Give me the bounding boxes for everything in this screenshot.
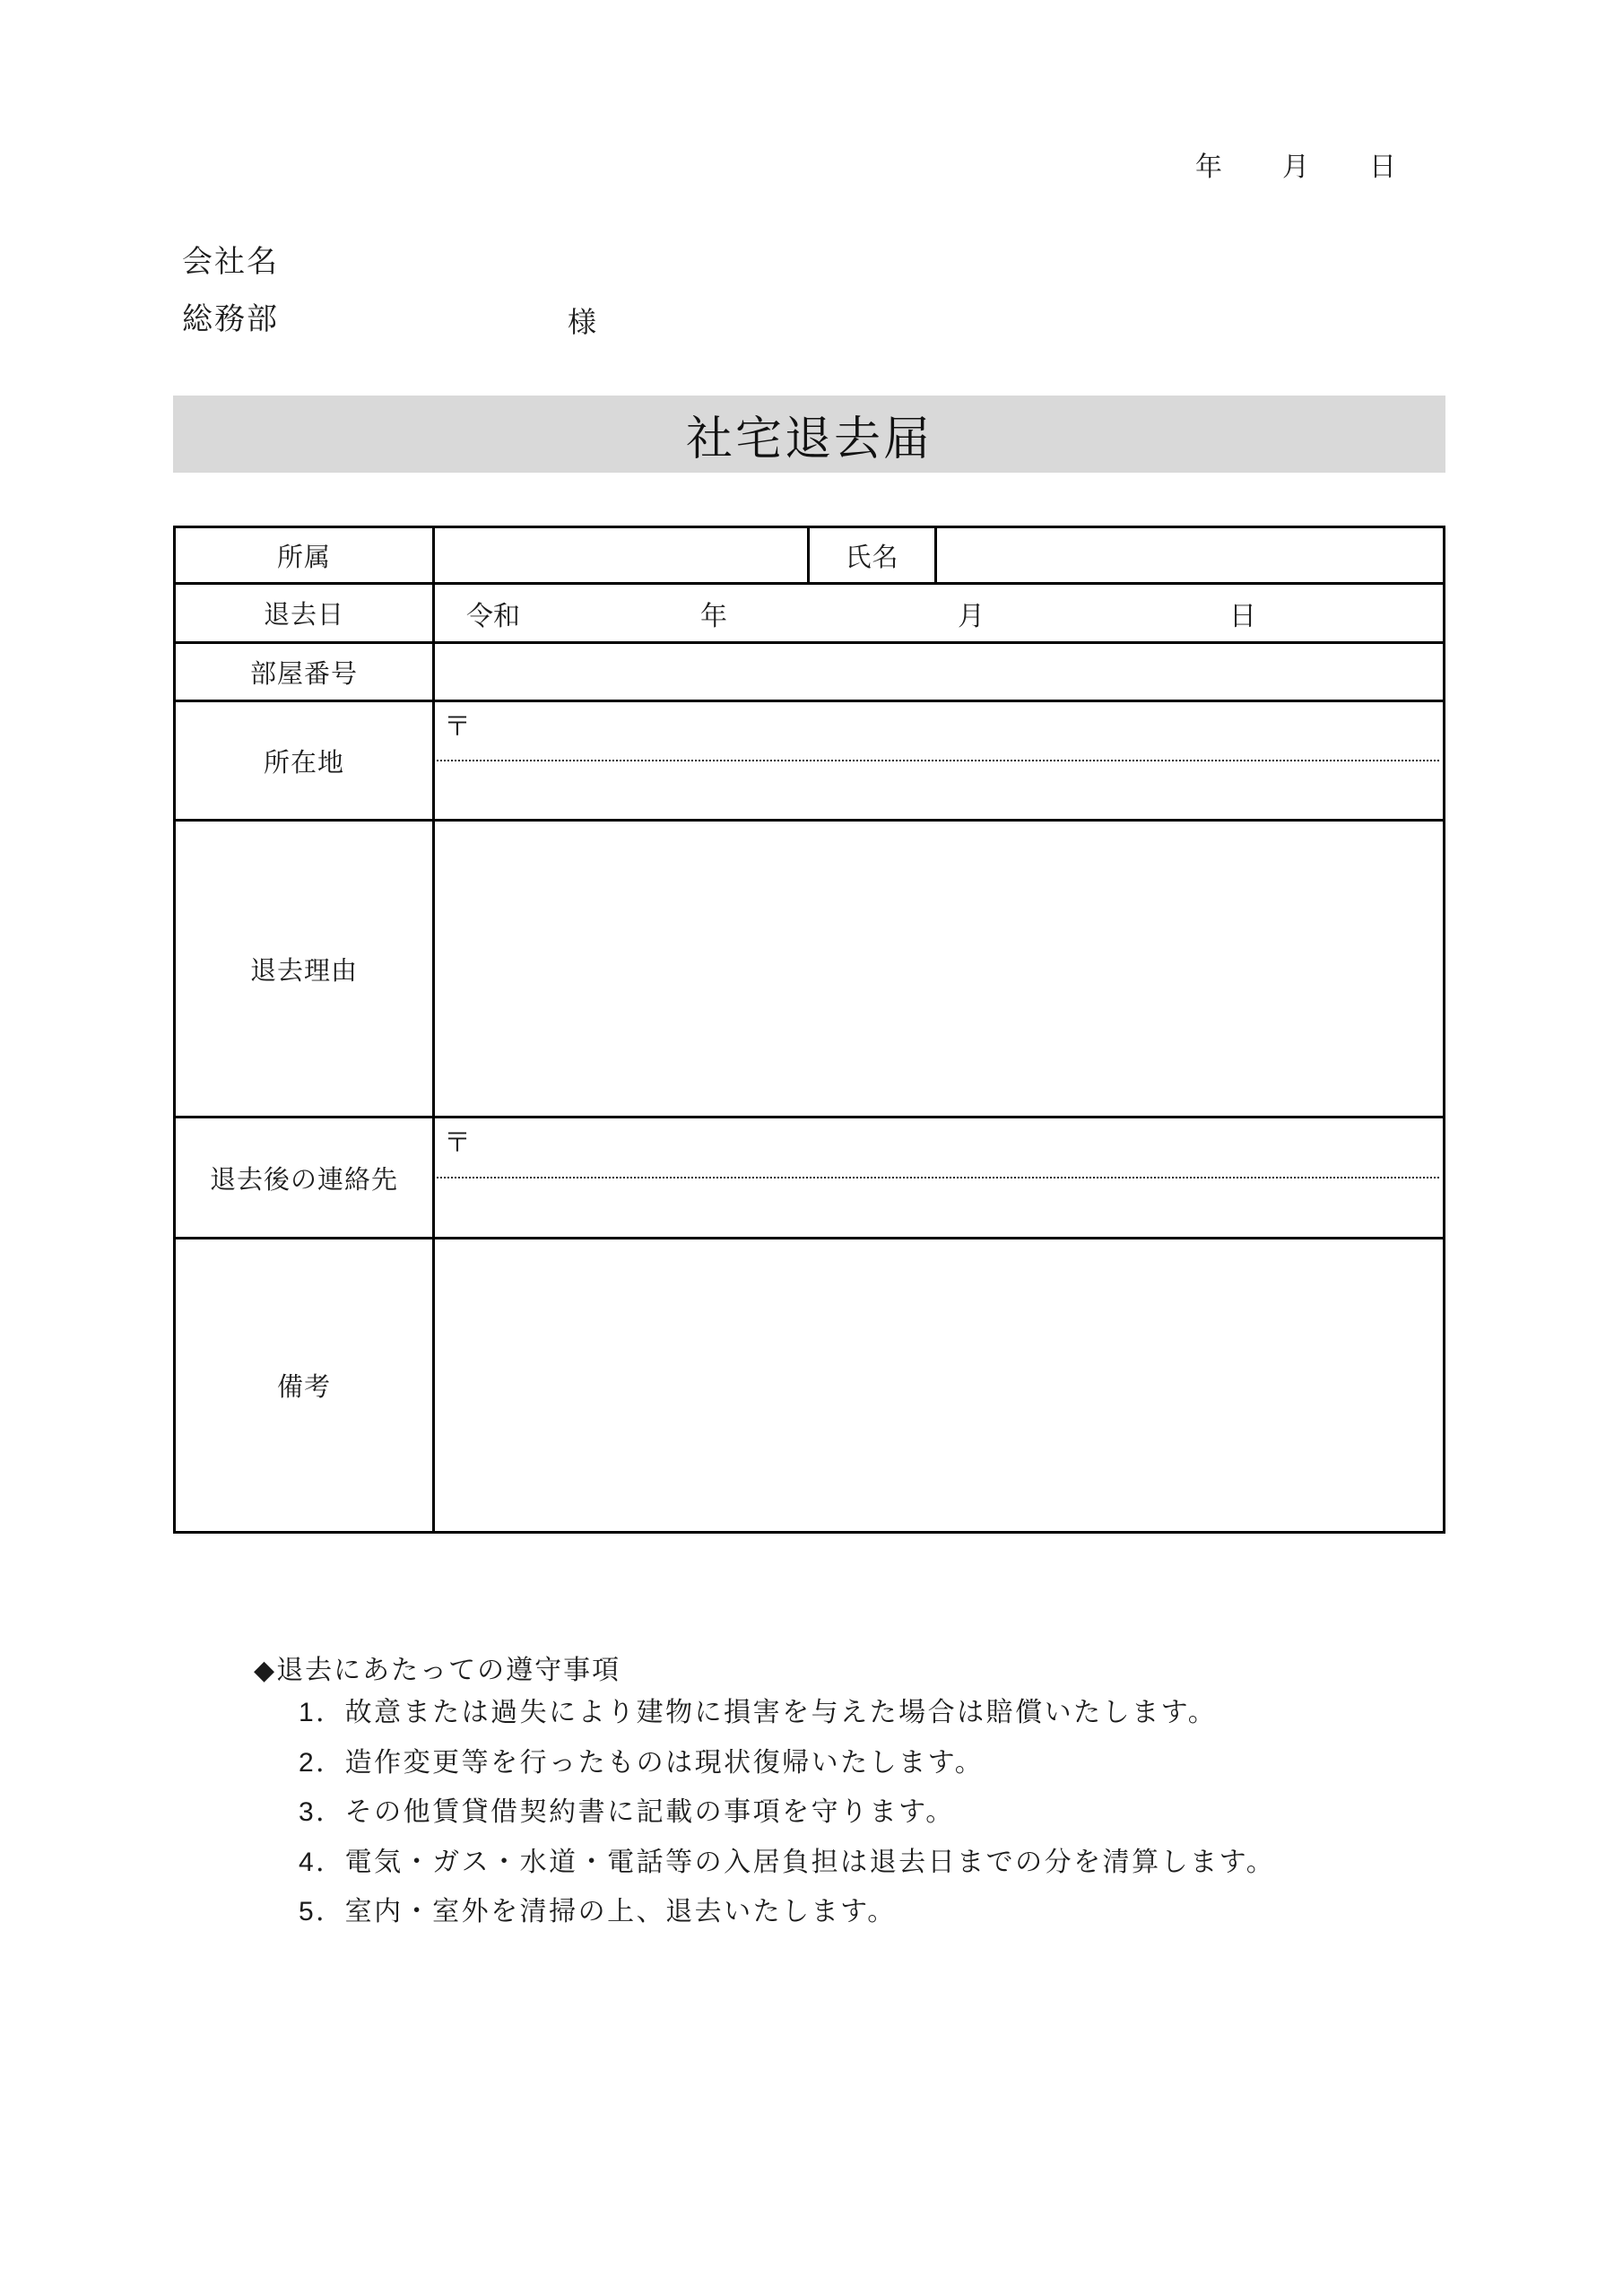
row-moveout-date [176, 585, 1443, 644]
postal-mark-icon: 〒 [444, 1128, 471, 1158]
document-title-bar [173, 396, 1445, 473]
compliance-note-item-3: 3．その他賃貸借契約書に記載の事項を守ります。 [299, 1797, 955, 1827]
page-title: 社宅退去届 [685, 413, 933, 465]
row-moveout-reason [176, 822, 1443, 1118]
name-input-cell[interactable] [937, 528, 1443, 582]
date-month-label: 月 [1282, 152, 1309, 182]
row-address [176, 702, 1443, 822]
address-label: 所在地 [176, 702, 435, 819]
compliance-note-item-4: 4．電気・ガス・水道・電話等の入居負担は退去日までの分を清算します。 [299, 1847, 1276, 1877]
day-label: 日 [1229, 601, 1256, 631]
row-remarks [176, 1239, 1443, 1531]
submission-date-line [1195, 152, 1396, 183]
row-affiliation-name [176, 528, 1443, 585]
recipient-department-label: 総務部 [182, 302, 279, 336]
affiliation-label: 所属 [176, 528, 435, 582]
row-room-number [176, 644, 1443, 702]
moveout-reason-input-cell[interactable] [435, 822, 1443, 1116]
moveout-date-label: 退去日 [176, 585, 435, 641]
recipient-honorific: 様 [568, 306, 597, 338]
compliance-note-item-2: 2．造作変更等を行ったものは現状復帰いたします。 [299, 1747, 985, 1778]
month-label: 月 [958, 601, 985, 631]
compliance-notes-heading: ◆退去にあたっての遵守事項 [254, 1656, 621, 1685]
row-contact-after-moveout [176, 1118, 1443, 1239]
recipient-company-label: 会社名 [182, 245, 279, 279]
name-label: 氏名 [810, 528, 937, 582]
moveout-date-input-cell[interactable] [435, 585, 1443, 641]
era-label: 令和 [466, 601, 520, 631]
remarks-label: 備考 [176, 1239, 435, 1531]
room-number-label: 部屋番号 [176, 644, 435, 700]
address-write-line[interactable] [437, 760, 1439, 761]
date-year-label: 年 [1195, 152, 1222, 182]
date-day-label: 日 [1369, 152, 1396, 182]
address-input-cell[interactable] [435, 702, 1443, 819]
contact-write-line[interactable] [437, 1177, 1439, 1178]
moveout-reason-label: 退去理由 [176, 822, 435, 1116]
remarks-input-cell[interactable] [435, 1239, 1443, 1531]
affiliation-input-cell[interactable] [435, 528, 810, 582]
compliance-note-item-1: 1．故意または過失により建物に損害を与えた場合は賠償いたします。 [299, 1698, 1218, 1727]
contact-input-cell[interactable] [435, 1118, 1443, 1237]
contact-after-moveout-label: 退去後の連絡先 [176, 1118, 435, 1237]
moveout-form-table [173, 526, 1445, 1534]
moveout-date-era-line [435, 585, 1443, 641]
room-number-input-cell[interactable] [435, 644, 1443, 700]
compliance-notes-list [299, 1688, 1275, 1937]
compliance-note-item-5: 5．室内・室外を清掃の上、退去いたします。 [299, 1897, 897, 1926]
year-label: 年 [700, 601, 727, 631]
postal-mark-icon: 〒 [444, 712, 471, 742]
